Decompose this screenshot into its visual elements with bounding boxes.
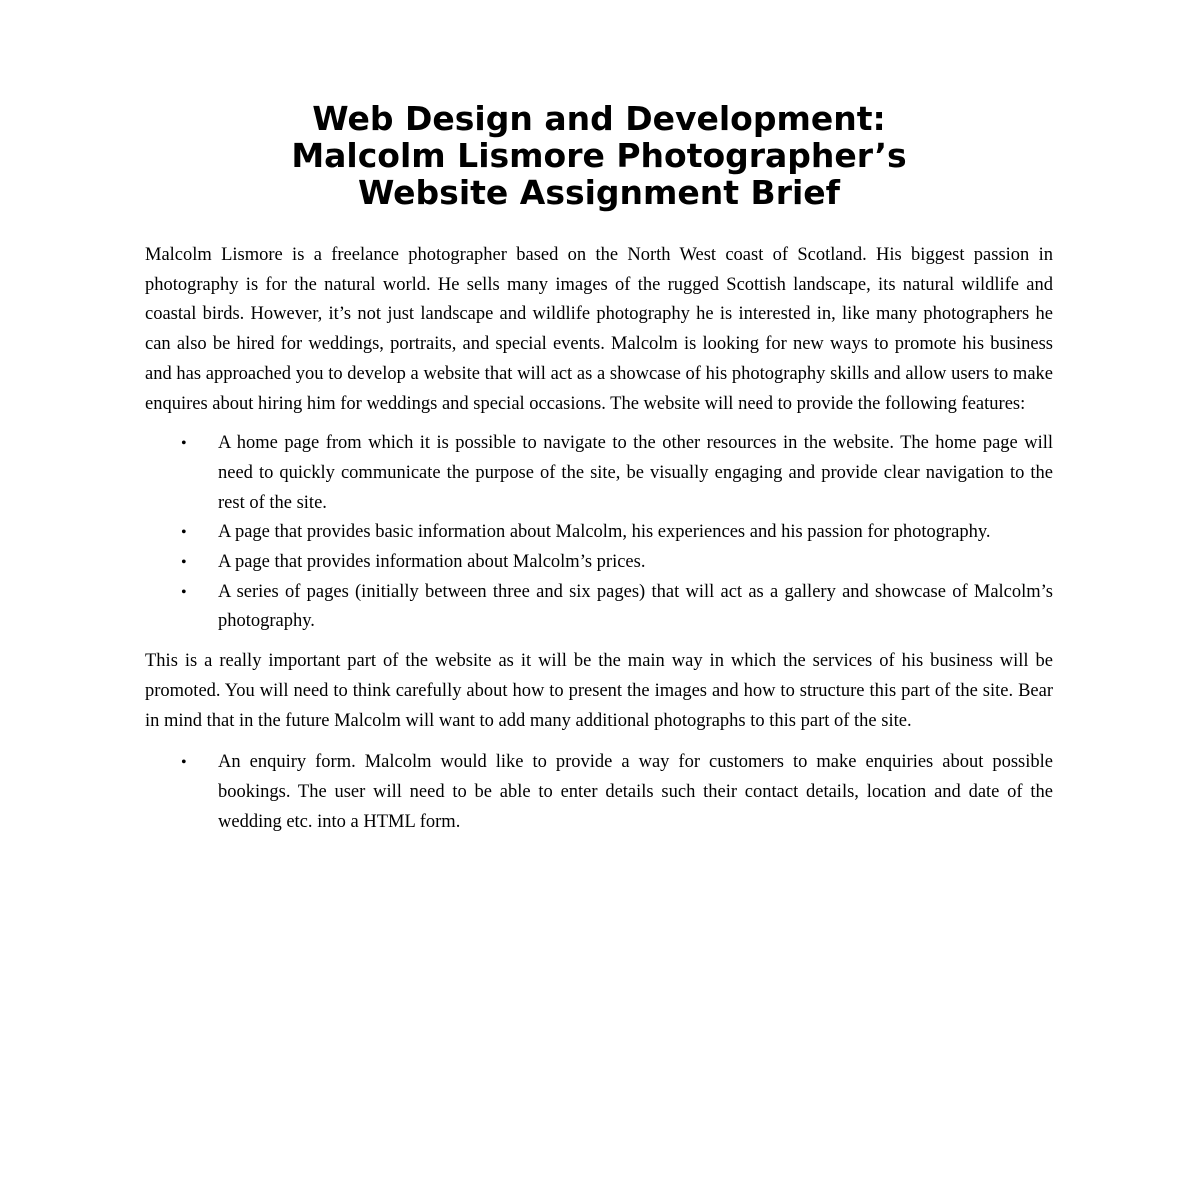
- document-title: [145, 100, 1053, 211]
- bullet-icon: •: [181, 435, 187, 453]
- feature-text: A series of pages (initially between three and six pages) that will act as a gallery and showcase of Malcolm’s photography.: [218, 581, 1053, 632]
- bullet-icon: •: [181, 754, 187, 772]
- title-line-1: Web Design and Development:: [312, 99, 886, 138]
- list-item: [145, 518, 1053, 548]
- list-item: [145, 548, 1053, 578]
- list-item: [145, 748, 1053, 837]
- feature-text: A page that provides information about Malcolm’s prices.: [218, 552, 646, 573]
- bullet-icon: •: [181, 583, 187, 601]
- title-line-2: Malcolm Lismore Photographer’s: [291, 136, 907, 175]
- list-item: [145, 429, 1053, 518]
- bullet-icon: •: [181, 524, 187, 542]
- intro-paragraph: Malcolm Lismore is a freelance photographer based on the North West coast of Scotland. His biggest passion in photography is for the natural world. He sells many images of the rugged Scottish landscape, its natural wildlife and coastal birds. However, it’s not just landscape and wildlife photography he is interested in, like many photographers he can also be hired for weddings, portraits, and special events. Malcolm is looking for new ways to promote his business and has approached you to develop a website that will act as a showcase of his photography skills and allow users to make enquires about hiring him for weddings and special occasions. The website will need to provide the following features:: [145, 245, 1053, 414]
- feature-text: An enquiry form. Malcolm would like to provide a way for customers to make enquiries about possible bookings. The user will need to be able to enter details such their contact details, location and date of the wedding etc. into a HTML form.: [218, 752, 1053, 832]
- feature-text: A home page from which it is possible to navigate to the other resources in the website. The home page will need to quickly communicate the purpose of the site, be visually engaging and provide clear navigation to the rest of the site.: [218, 433, 1053, 513]
- bullet-icon: •: [181, 554, 187, 572]
- extra-features-list: [145, 748, 1053, 837]
- features-list: [145, 429, 1053, 637]
- gallery-paragraph: This is a really important part of the website as it will be the main way in which the services of his business will be promoted. You will need to think carefully about how to present the images and how to structure this part of the site. Bear in mind that in the future Malcolm will want to add many additional photographs to this part of the site.: [145, 651, 1053, 731]
- document-page: [145, 100, 1053, 837]
- feature-text: A page that provides basic information about Malcolm, his experiences and his passion for photography.: [218, 522, 991, 543]
- list-item: [145, 578, 1053, 637]
- title-line-3: Website Assignment Brief: [357, 173, 841, 212]
